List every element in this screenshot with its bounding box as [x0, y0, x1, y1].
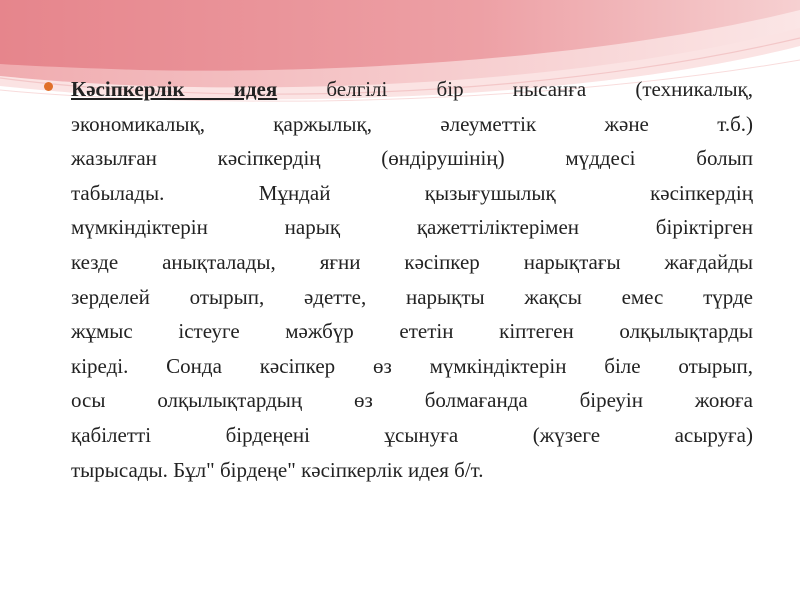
content-area: [44, 72, 756, 487]
paragraph-line: кезде анықталады, яғни кәсіпкер нарықтағы жағдайды: [71, 249, 753, 274]
paragraph-line: экономикалық, қаржылық, әлеуметтік және т.б.): [71, 111, 753, 136]
paragraph-line: зерделей отырып, әдетте, нарықты жақсы емес түрде: [71, 284, 753, 309]
paragraph-line: табылады. Мұндай қызығушылық кәсіпкердің: [71, 180, 753, 205]
paragraph-line: мүмкіндіктерін нарық қажеттіліктерімен біріктірген: [71, 215, 753, 240]
round-bullet-icon: [44, 82, 53, 91]
heading-term: Кәсіпкерлік идея: [71, 77, 278, 101]
paragraph-line: қабілетті бірдеңені ұсынуға (жүзеге асыруға): [71, 422, 753, 447]
paragraph-line: [71, 72, 753, 107]
first-line-rest: белгілі бір нысанға (техникалық,: [277, 77, 754, 101]
paragraph-line: жұмыс істеуге мәжбүр ететін кіптеген олқылықтарды: [71, 319, 753, 344]
paragraph-line: кіреді. Сонда кәсіпкер өз мүмкіндіктерін біле отырып,: [71, 353, 753, 378]
paragraph-line: жазылған кәсіпкердің (өндірушінің) мүддесі болып: [71, 146, 753, 171]
paragraph: [71, 72, 753, 487]
paragraph-line: осы олқылықтардың өз болмағанда біреуін жоюға: [71, 388, 753, 413]
paragraph-line: тырысады. Бұл" бірдеңе" кәсіпкерлік идея б/т.: [71, 457, 484, 482]
